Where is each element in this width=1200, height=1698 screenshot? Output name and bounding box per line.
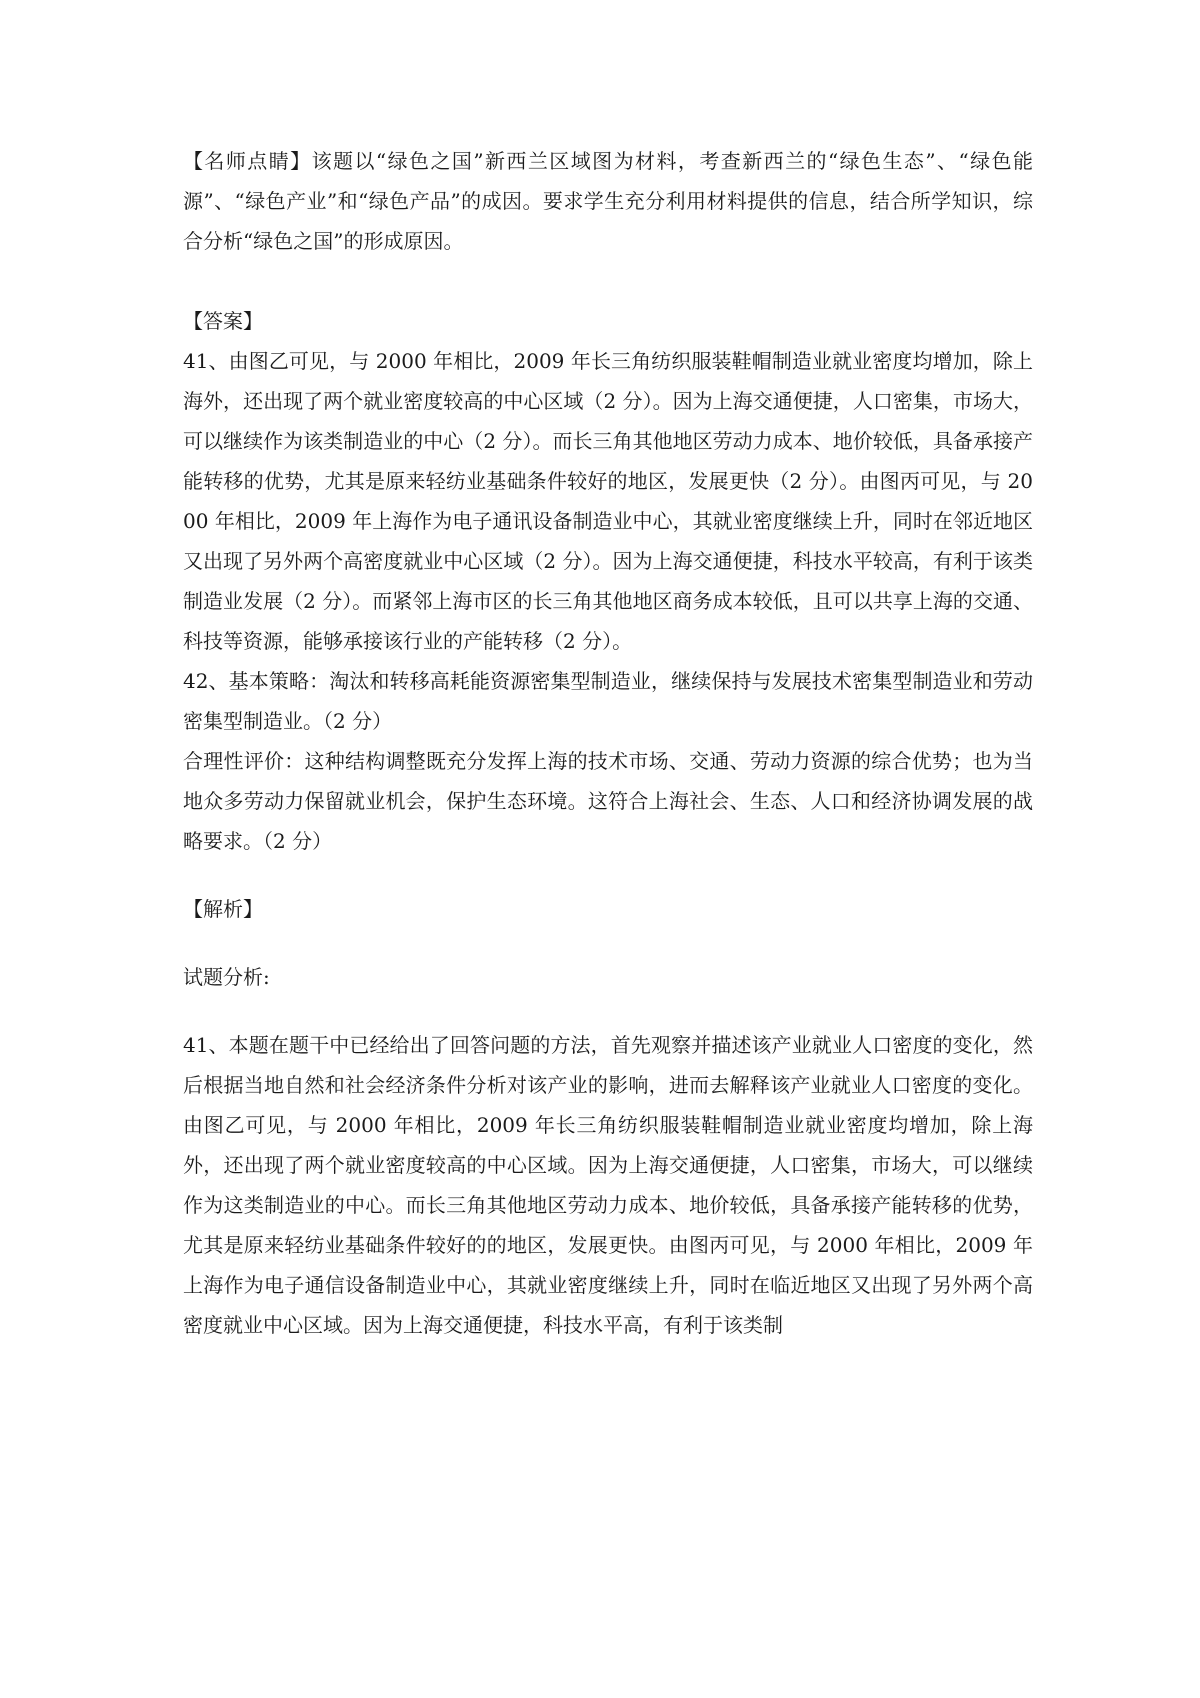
analysis-heading: 【解析】 bbox=[183, 897, 263, 921]
answer-41-paragraph: 41、由图乙可见，与 2000 年相比，2009 年长三角纺织服装鞋帽制造业就业密度均增加，除上海外，还出现了两个就业密度较高的中心区域（2 分）。因为上海交通便捷，人口密集，市场大，可以继续作为该类制造业的中心（2 分）。而长三角其他地区劳动力成本、地价较低，具备承接产能转移的优势，尤其是原来轻纺业基础条件较好的地区，发展更快（2 分）。由图丙可见，与 2000 年相比，2009 年上海作为电子通讯设备制造业中心，其就业密度继续上升，同时在邻近地区又出现了另外两个高密度就业中心区域（2 分）。因为上海交通便捷，科技水平较高，有利于该类制造业发展（2 分）。而紧邻上海市区的长三角其他地区商务成本较低，且可以共享上海的交通、科技等资源，能够承接该行业的产能转移（2 分）。 bbox=[183, 349, 1033, 653]
answer-42-evaluation-paragraph: 合理性评价：这种结构调整既充分发挥上海的技术市场、交通、劳动力资源的综合优势；也为当地众多劳动力保留就业机会，保护生态环境。这符合上海社会、生态、人口和经济协调发展的战略要求。（2 分） bbox=[183, 749, 1033, 853]
analysis-label: 试题分析: bbox=[183, 965, 270, 989]
analysis-41-paragraph: 41、本题在题干中已经给出了回答问题的方法，首先观察并描述该产业就业人口密度的变化，然后根据当地自然和社会经济条件分析对该产业的影响，进而去解释该产业就业人口密度的变化。由图乙可见，与 2000 年相比，2009 年长三角纺织服装鞋帽制造业就业密度均增加，除上海外，还出现了两个就业密度较高的中心区域。因为上海交通便捷，人口密集，市场大，可以继续作为这类制造业的中心。而长三角其他地区劳动力成本、地价较低，具备承接产能转移的优势，尤其是原来轻纺业基础条件较好的的地区，发展更快。由图丙可见，与 2000 年相比，2009 年上海作为电子通信设备制造业中心，其就业密度继续上升，同时在临近地区又出现了另外两个高密度就业中心区域。因为上海交通便捷，科技水平高，有利于该类制 bbox=[183, 1033, 1033, 1337]
document-body bbox=[183, 141, 1033, 1345]
answer-heading: 【答案】 bbox=[183, 309, 263, 333]
teacher-note-paragraph: 【名师点睛】该题以“绿色之国”新西兰区域图为材料，考查新西兰的“绿色生态”、“绿色能源”、“绿色产业”和“绿色产品”的成因。要求学生充分利用材料提供的信息，结合所学知识，综合分析“绿色之国”的形成原因。 bbox=[183, 149, 1033, 253]
answer-42-paragraph: 42、基本策略：淘汰和转移高耗能资源密集型制造业，继续保持与发展技术密集型制造业和劳动密集型制造业。（2 分） bbox=[183, 669, 1033, 733]
